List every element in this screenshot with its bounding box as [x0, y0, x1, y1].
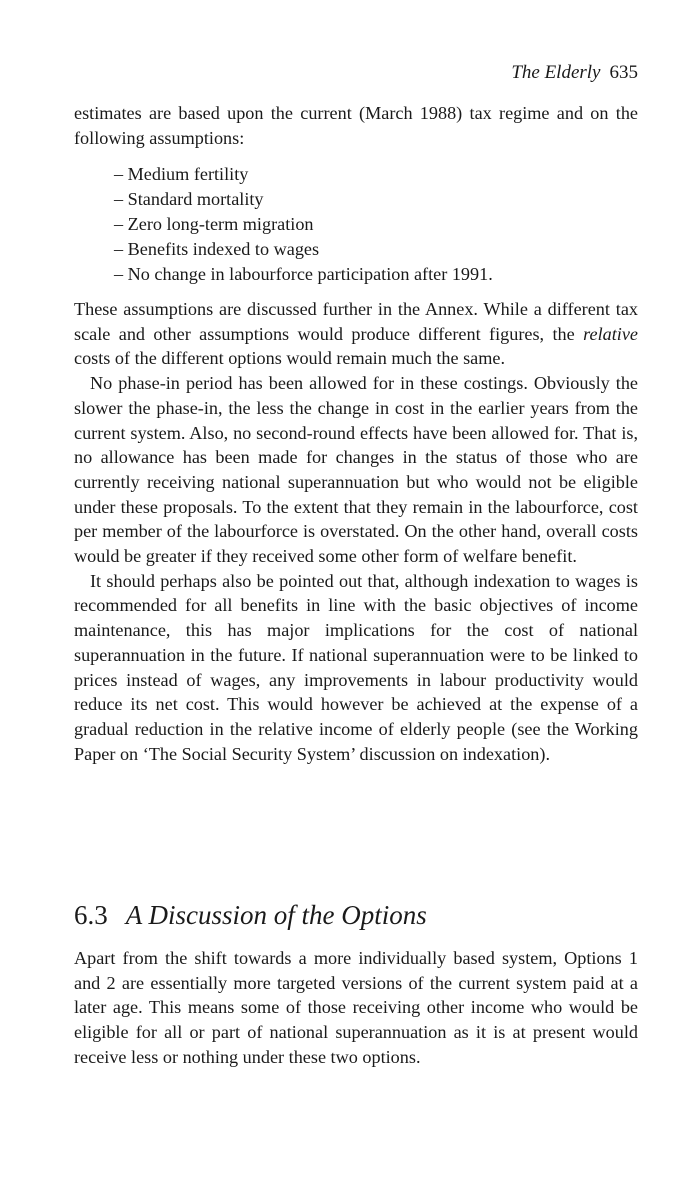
- paragraph-indexation: It should perhaps also be pointed out that, although indexation to wages is recommended for all benefits in line with the basic objectives of income maintenance, this has major implications for the cost of national superannuation in the future. If national superannuation were to be linked to prices instead of wages, any improvements in labour productivity would reduce its net cost. This would however be achieved at the expense of a gradual reduction in the relative income of elderly people (see the Working Paper on ‘The Social Security System’ discussion on indexation).: [74, 570, 638, 764]
- paragraph-phase-in: No phase-in period has been allowed for in these costings. Obviously the slower the phase-in, the less the change in cost in the earlier years from the current system. Also, no second-round effects have been allowed for. That is, no allowance has been made for changes in the status of those who are currently receiving national superannuation but who would not be eligible under these proposals. To the extent that they remain in the labourforce, cost per member of the labourforce is overstated. On the other hand, overall costs would be greater if they received some other form of welfare benefit.: [74, 373, 638, 567]
- list-item: – Medium fertility: [114, 164, 249, 184]
- list-item: – No change in labourforce participation after 1991.: [114, 264, 493, 284]
- assumptions-list: [114, 162, 493, 287]
- page-number: 635: [609, 62, 638, 83]
- list-item: – Benefits indexed to wages: [114, 239, 320, 259]
- list-item: – Zero long-term migration: [114, 214, 314, 234]
- running-head: [511, 62, 638, 84]
- intro-text: estimates are based upon the current (March 1988) tax regime and on the following assumptions:: [74, 103, 638, 148]
- emphasis-text: relative: [583, 323, 638, 344]
- list-item: – Standard mortality: [114, 189, 264, 209]
- paragraph-options-discussion: Apart from the shift towards a more individually based system, Options 1 and 2 are essentially more targeted versions of the current system paid at a later age. This means some of those receiving other income who would be eligible for all or part of national superannuation as it is at present would receive less or nothing under these two options.: [74, 948, 638, 1067]
- section-heading: [74, 900, 427, 931]
- section-body: [74, 946, 638, 1070]
- paragraph-text: These assumptions are discussed further in the Annex. While a different tax scale and other assumptions would produce different figures, the: [74, 299, 638, 344]
- intro-paragraph: [74, 101, 638, 150]
- section-title: A Discussion of the Options: [125, 900, 427, 930]
- paragraph-assumptions-discussion: [74, 297, 638, 371]
- section-number: 6.3: [74, 900, 108, 930]
- paragraph-text: costs of the different options would remain much the same.: [74, 348, 506, 369]
- body-paragraphs: [74, 297, 638, 766]
- running-head-title: The Elderly: [511, 62, 601, 83]
